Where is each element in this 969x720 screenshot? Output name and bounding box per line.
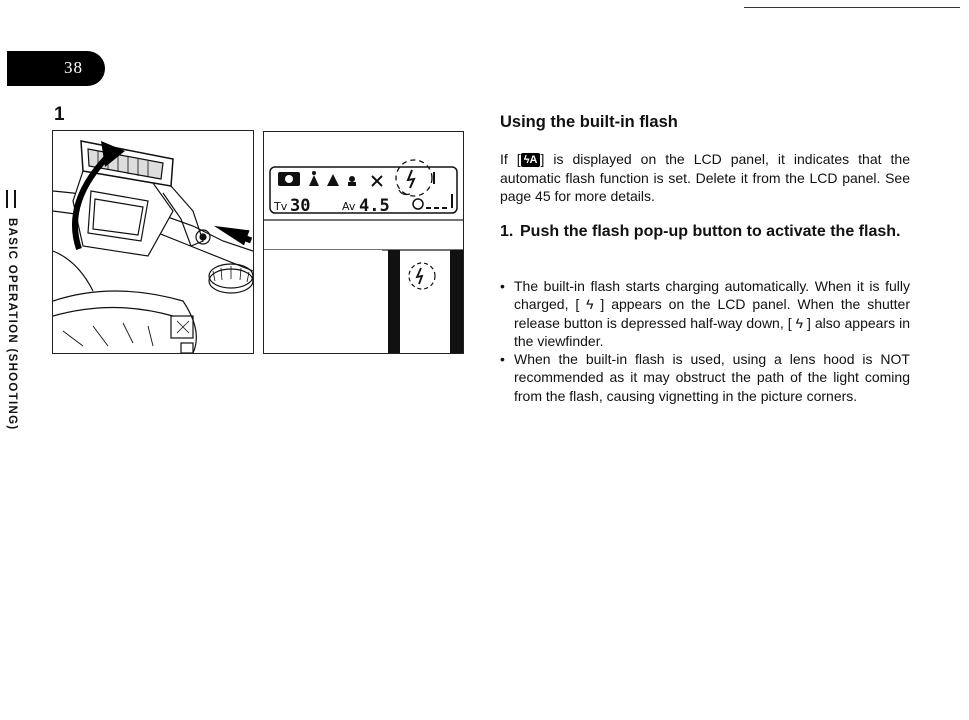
- lcd-panel-drawing: [264, 132, 463, 353]
- av-prefix: Av: [342, 200, 356, 213]
- lcd-and-viewfinder-illustration: [263, 131, 464, 354]
- page-number: 38: [64, 58, 83, 77]
- camera-flash-illustration: [52, 130, 254, 354]
- tv-prefix: Tv: [274, 200, 288, 213]
- sidebar-section: [0, 218, 20, 448]
- section-title: Using the built-in flash: [500, 113, 678, 131]
- camera-drawing: [53, 131, 253, 353]
- section-marker: [6, 190, 16, 208]
- step-number: 1.: [500, 223, 514, 240]
- intro-paragraph: [500, 150, 910, 206]
- sidebar-section-title: BASIC OPERATION (SHOOTING): [6, 218, 18, 431]
- av-value: 4.5: [359, 196, 390, 216]
- bullet-dot: •: [500, 278, 505, 294]
- step-text: Push the flash pop-up button to activate the flash.: [520, 223, 901, 240]
- bullet-text: The built-in flash starts charging automatically. When it is fully charged, [ ϟ ] appears on the LCD panel. When the shutter release button is depressed half-way down, [ ϟ ] also appears in the viewfinder.: [514, 278, 910, 349]
- bullet-list: [498, 277, 910, 405]
- page-number-tab: [7, 51, 105, 86]
- bullet-dot: •: [500, 351, 505, 368]
- list-item: [498, 277, 910, 350]
- bullet-text: When the built-in flash is used, using a lens hood is NOT recommended as it may obstruct the path of the light coming from the flash, causing vignetting in the picture corners.: [514, 351, 910, 404]
- top-rule: [744, 7, 960, 8]
- intro-part-1: If [: [500, 151, 521, 167]
- intro-part-2: ] is displayed on the LCD panel, it indicates that the automatic flash function is set. Delete it from the LCD panel. See page 45 for more details.: [500, 151, 910, 204]
- tv-value: 30: [290, 196, 311, 216]
- figure-number: 1: [54, 104, 65, 125]
- step-1: [500, 222, 910, 242]
- flash-auto-icon: ϟA: [521, 153, 541, 167]
- list-item: [498, 350, 910, 405]
